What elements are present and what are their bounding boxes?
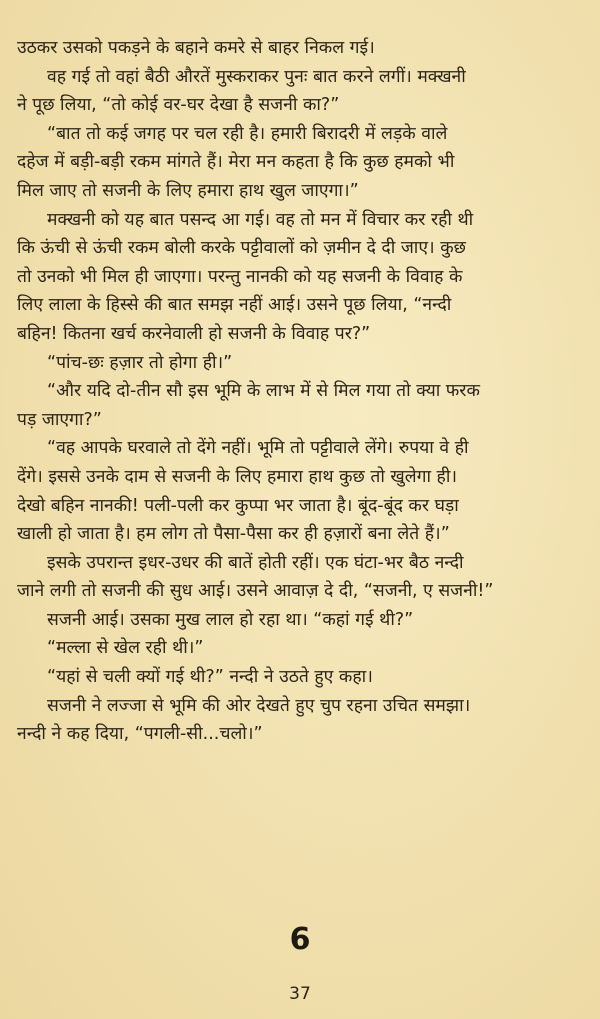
text-line: वह गई तो वहां बैठी औरतें मुस्कराकर पुनः बात करने लगीं। मक्खनी <box>47 66 466 87</box>
text-line: उठकर उसको पकड़ने के बहाने कमरे से बाहर निकल गई। <box>17 38 375 58</box>
text-line: दहेज में बड़ी-बड़ी रकम मांगते हैं। मेरा मन कहता है कि कुछ हमको भी <box>17 152 455 173</box>
text-line: “और यदि दो-तीन सौ इस भूमि के लाभ में से मिल गया तो क्या फरक <box>47 381 480 402</box>
text-line: “यहां से चली क्यों गई थी?” नन्दी ने उठते हुए कहा। <box>47 667 373 688</box>
text-line: लिए लाला के हिस्से की बात समझ नहीं आई। उसने पूछ लिया, “नन्दी <box>17 295 452 316</box>
text-line: “वह आपके घरवाले तो देंगे नहीं। भूमि तो पट्टीवाले लेंगे। रुपया वे ही <box>47 438 469 459</box>
text-line: तो उनको भी मिल ही जाएगा। परन्तु नानकी को यह सजनी के विवाह के <box>17 266 463 287</box>
text-line: “मल्ला से खेल रही थी।” <box>47 638 204 659</box>
text-line: “पांच-छः हज़ार तो होगा ही।” <box>47 352 233 373</box>
text-line: मक्खनी को यह बात पसन्द आ गई। वह तो मन में विचार कर रही थी <box>47 209 474 230</box>
body-text <box>17 34 578 749</box>
text-line: “बात तो कई जगह पर चल रही है। हमारी बिरादरी में लड़के वाले <box>47 123 448 144</box>
text-line: नन्दी ने कह दिया, “पगली-सी...चलो।” <box>17 724 263 745</box>
text-line: खाली हो जाता है। हम लोग तो पैसा-पैसा कर ही हज़ारों बना लेते हैं।” <box>17 524 450 545</box>
text-line: पड़ जाएगा?” <box>17 409 102 430</box>
text-line: देखो बहिन नानकी! पली-पली कर कुप्पा भर जाता है। बूंद-बूंद कर घड़ा <box>17 495 459 516</box>
text-line: इसके उपरान्त इधर-उधर की बातें होती रहीं। एक घंटा-भर बैठ नन्दी <box>47 552 464 573</box>
text-line: कि ऊंची से ऊंची रकम बोली करके पट्टीवालों को ज़मीन दे दी जाए। कुछ <box>17 238 466 259</box>
text-line: सजनी ने लज्जा से भूमि की ओर देखते हुए चुप रहना उचित समझा। <box>47 695 471 716</box>
text-line: देंगे। इससे उनके दाम से सजनी के लिए हमारा हाथ कुछ तो खुलेगा ही। <box>17 466 458 487</box>
chapter-number: 6 <box>289 922 311 957</box>
page-number: 37 <box>289 984 311 1004</box>
text-line: ने पूछ लिया, “तो कोई वर-घर देखा है सजनी का?” <box>17 95 340 116</box>
text-line: मिल जाए तो सजनी के लिए हमारा हाथ खुल जाएगा।” <box>17 180 359 201</box>
text-line: बहिन! कितना खर्च करनेवाली हो सजनी के विवाह पर?” <box>17 323 371 344</box>
text-line: जाने लगी तो सजनी की सुध आई। उसने आवाज़ दे दी, “सजनी, ए सजनी!” <box>17 581 494 602</box>
text-line: सजनी आई। उसका मुख लाल हो रहा था। “कहां गई थी?” <box>47 609 414 630</box>
